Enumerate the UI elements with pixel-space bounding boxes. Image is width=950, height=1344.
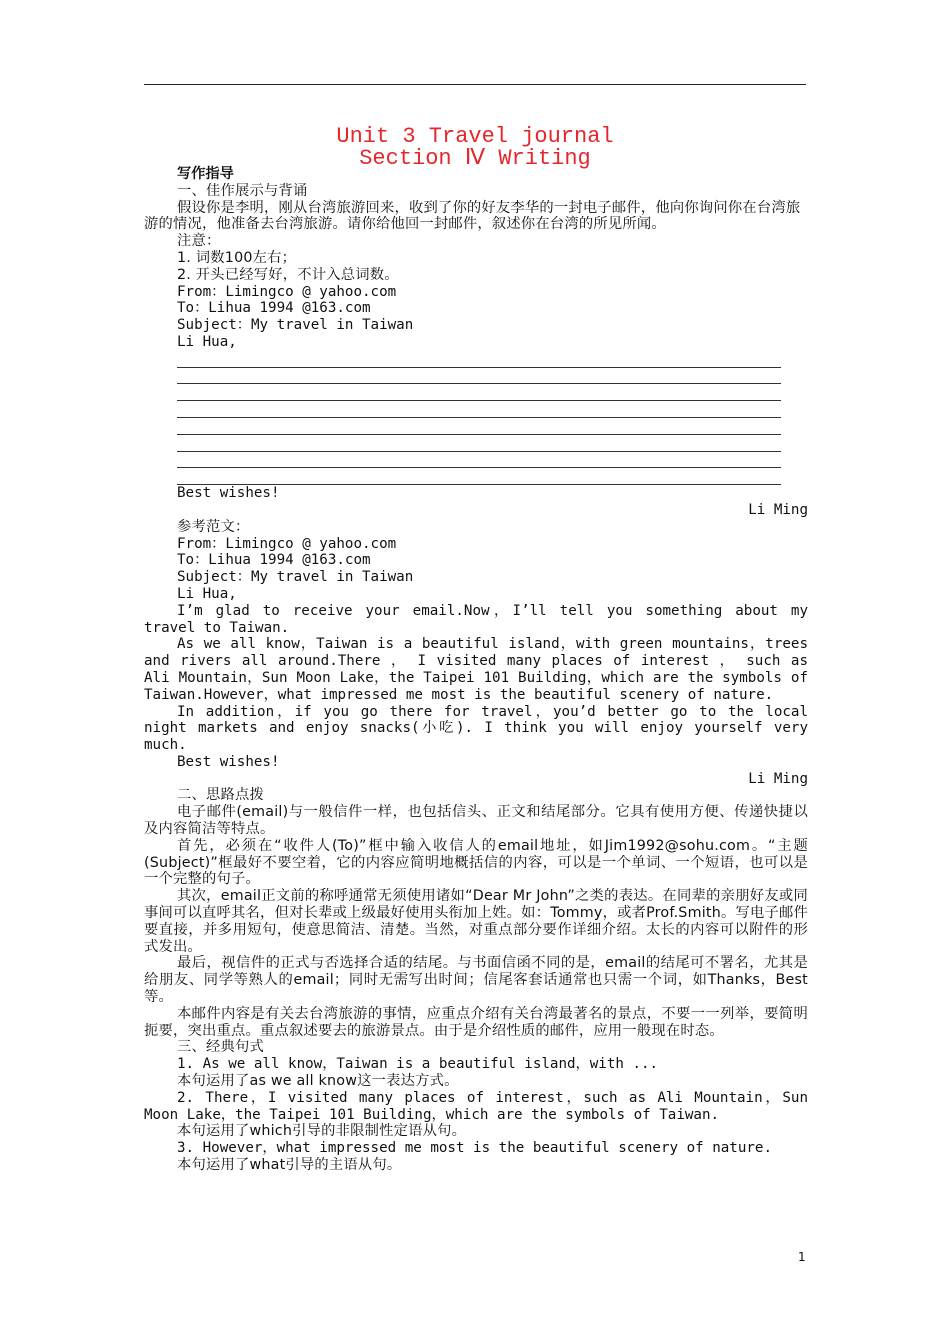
writing-line	[177, 401, 781, 418]
writing-line	[177, 351, 781, 368]
email-subject: Subject：My travel in Taiwan	[177, 317, 414, 334]
email-from: From：Limingco @ yahoo.com	[177, 283, 397, 300]
header-rule	[144, 84, 806, 85]
writing-line	[177, 468, 781, 485]
writing-line	[177, 435, 781, 452]
writing-lines	[144, 351, 808, 485]
email-greeting: Li Hua,	[177, 333, 237, 350]
sentence-2: 2. There，I visited many places of interest，such as Ali Mountain，Sun Moon Lake，the Taipei 101 Building，which are the symbols of Taiwan.	[144, 1089, 808, 1123]
closing: Best wishes!	[177, 485, 280, 502]
sample-from: From：Limingco @ yahoo.com	[177, 535, 397, 552]
sample-paragraph-3: In addition，if you go there for travel，you’d better go to the local night markets and enjoy snacks(小吃). I think you will enjoy yourself very much.	[144, 703, 808, 754]
sentence-1: 1. As we all know，Taiwan is a beautiful island，with ...	[177, 1056, 659, 1073]
heading-guide: 写作指导	[177, 166, 234, 182]
sample-closing: Best wishes!	[177, 753, 280, 770]
section-2-heading: 二、思路点拨	[177, 787, 264, 804]
note-label: 注意：	[177, 233, 221, 250]
sample-paragraph-2: As we all know，Taiwan is a beautiful island，with green mountains，trees and rivers all around.There ， I visited many places of interest ， such as Ali Mountain，Sun Moon Lake，the Taipei 101 Building，which are the symbols of Taiwan.However，what impressed me most is the beautiful scenery of nature.	[144, 636, 808, 703]
sample-signature: Li Ming	[748, 770, 808, 787]
document-body	[144, 166, 808, 1174]
note-2: 2. 开头已经写好，不计入总词数。	[177, 266, 399, 283]
tip-3: 其次，email正文前的称呼通常无须使用诸如“Dear Mr John”之类的表达。在同辈的亲朋好友或同事间可以直呼其名，但对长辈或上级最好使用头衔加上姓。如：Tommy，或者Prof.Smith。写电子邮件要直接，并多用短句，使意思简洁、清楚。当然，对重点部分要作详细介绍。太长的内容可以附件的形式发出。	[144, 888, 808, 955]
tip-5: 本邮件内容是有关去台湾旅游的事情，应重点介绍有关台湾最著名的景点，不要一一列举，要简明扼要，突出重点。重点叙述要去的旅游景点。由于是介绍性质的邮件，应用一般现在时态。	[144, 1005, 808, 1039]
section-3-heading: 三、经典句式	[177, 1039, 264, 1056]
tip-4: 最后，视信件的正式与否选择合适的结尾。与书面信函不同的是，email的结尾可不署名，尤其是给朋友、同学等熟人的email；同时无需写出时间；信尾客套话通常也只需一个词，如Thanks，Best等。	[144, 955, 808, 1006]
sentence-3: 3. However，what impressed me most is the beautiful scenery of nature.	[177, 1140, 773, 1157]
signature: Li Ming	[748, 501, 808, 518]
sentence-3-note: 本句运用了what引导的主语从句。	[177, 1157, 402, 1174]
email-to: To：Lihua 1994 @163.com	[177, 300, 371, 317]
section-1-heading: 一、佳作展示与背诵	[177, 182, 308, 199]
page-number: 1	[798, 1250, 806, 1264]
sample-paragraph-1: I’m glad to receive your email.Now，I’ll tell you something about my travel to Taiwan.	[144, 602, 808, 636]
sample-label: 参考范文：	[177, 518, 250, 535]
note-1: 1. 词数100左右；	[177, 249, 297, 266]
writing-line	[177, 452, 781, 469]
writing-line	[177, 418, 781, 435]
sentence-1-note: 本句运用了as we all know这一表达方式。	[177, 1073, 459, 1090]
tip-1: 电子邮件(email)与一般信件一样，也包括信头、正文和结尾部分。它具有使用方便、传递快捷以及内容简洁等特点。	[144, 804, 808, 838]
sample-greeting: Li Hua,	[177, 585, 237, 602]
unit-title: Unit 3 Travel journal	[336, 124, 614, 149]
writing-line	[177, 384, 781, 401]
sample-subject: Subject：My travel in Taiwan	[177, 569, 414, 586]
sentence-2-note: 本句运用了which引导的非限制性定语从句。	[177, 1123, 467, 1140]
task-text: 假设你是李明，刚从台湾旅游回来，收到了你的好友李华的一封电子邮件，他向你询问你在台湾旅游的情况，他准备去台湾旅游。请你给他回一封邮件，叙述你在台湾的所见所闻。	[144, 199, 801, 233]
section-title: Section Ⅳ Writing	[359, 146, 591, 171]
writing-line	[177, 368, 781, 385]
sample-to: To：Lihua 1994 @163.com	[177, 552, 371, 569]
tip-2: 首先，必须在“收件人(To)”框中输入收信人的email地址，如Jim1992@sohu.com。“主题(Subject)”框最好不要空着，它的内容应简明地概括信的内容，可以是一个单词、一个短语，也可以是一个完整的句子。	[144, 837, 808, 888]
